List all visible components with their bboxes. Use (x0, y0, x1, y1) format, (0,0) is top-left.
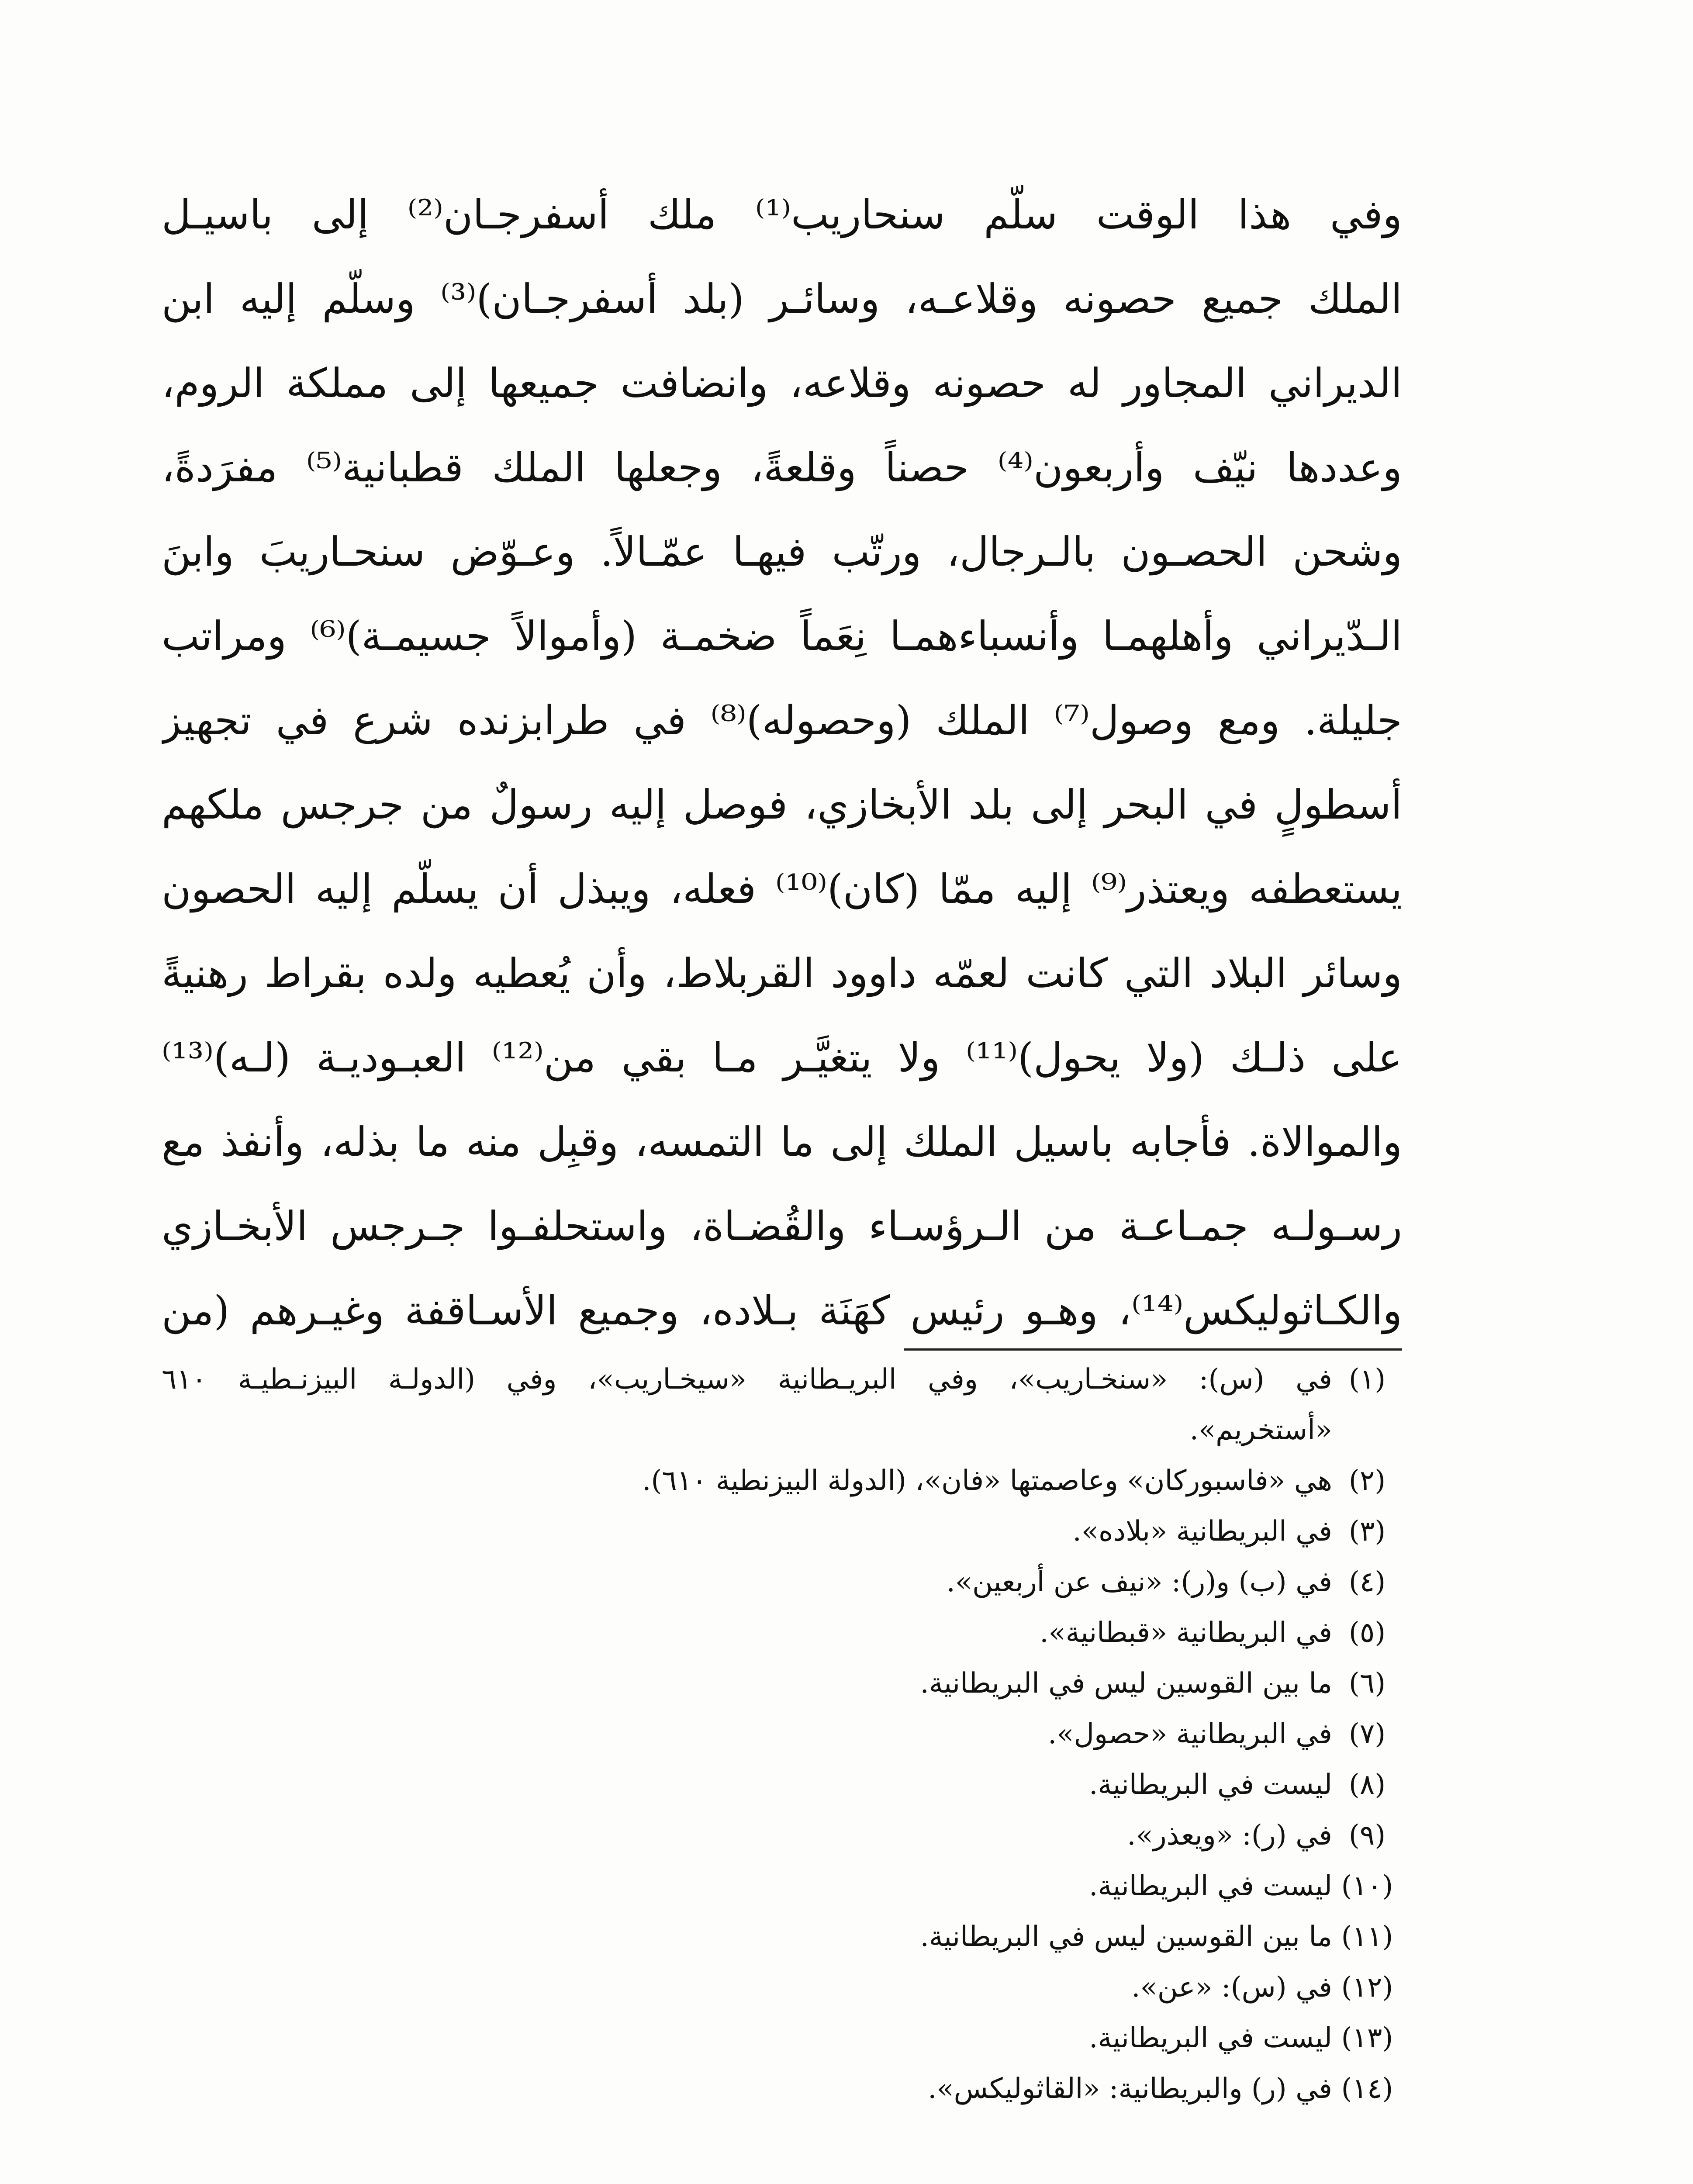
footnote-number: (١) (1348, 1363, 1386, 1396)
footnote-number: (٣) (1348, 1515, 1386, 1548)
text-line: الملك جميع حصونه وقلاعـه، وسائـر (بلد أسفرجـان)⁽³⁾ وسلّم إليه ابن (162, 276, 1402, 322)
text-line: وفي هذا الوقت سلّم سنحاريب⁽¹⁾ ملك أسفرجـان⁽²⁾ إلى باسيـل (162, 191, 1402, 238)
footnote-continuation: «أستخريم». (1189, 1414, 1332, 1446)
text-line: رسـولـه جمـاعـة من الـرؤسـاء والقُضـاة، واستحلفـوا جـرجس الأبخـازي (162, 1203, 1402, 1250)
main-text (162, 173, 1402, 1353)
footnote-item (162, 1810, 1402, 1861)
text-line: والكـاثوليكس⁽¹⁴⁾، وهـو رئيس كهَنَة بـلاده، وجميع الأسـاقفة وغيـرهم (من (162, 1287, 1402, 1334)
footnote-number: (١٢) (1341, 1971, 1393, 2004)
footnote-text: في (ر): «ويعذر». (1127, 1819, 1332, 1852)
footnote-text: ليست في البريطانية. (1089, 2022, 1332, 2054)
footnote-number: (٨) (1348, 1769, 1386, 1801)
text-line: أسطولٍ في البحر إلى بلد الأبخازي، فوصل إليه رسولٌ من جرجس ملكهم (162, 781, 1402, 828)
footnote-text: ما بين القوسين ليس في البريطانية. (920, 1921, 1332, 1953)
footnote-item (162, 1911, 1402, 1962)
footnote-number: (٥) (1348, 1617, 1386, 1649)
text-line: الديراني المجاور له حصونه وقلاعه، وانضافت جميعها إلى مملكة الروم، (162, 360, 1402, 407)
text-line: والموالاة. فأجابه باسيل الملك إلى ما التمسه، وقبِل منه ما بذله، وأنفذ مع (162, 1119, 1402, 1165)
footnote-item (162, 1455, 1402, 1506)
footnote-text: هي «فاسبوركان» وعاصمتها «فان»، (الدولة البيزنطية ٦١٠). (642, 1465, 1332, 1497)
text-line: وسائر البلاد التي كانت لعمّه داوود القربلاط، وأن يُعطيه ولده بقراط رهنيةً (162, 950, 1402, 997)
footnote-item (162, 2063, 1402, 2114)
text-line: يستعطفه ويعتذر⁽⁹⁾ إليه ممّا (كان)⁽¹⁰⁾ فعله، ويبذل أن يسلّم إليه الحصون (162, 866, 1402, 912)
footnote-number: (١٣) (1341, 2022, 1393, 2054)
text-line: جليلة. ومع وصول⁽⁷⁾ الملك (وحصوله)⁽⁸⁾ في طرابزنده شرع في تجهيز (162, 697, 1402, 744)
footnote-item (162, 1354, 1402, 1405)
text-line: وعددها نيّف وأربعون⁽⁴⁾ حصناً وقلعةً، وجعلها الملك قطبانية⁽⁵⁾ مفرَدةً، (162, 444, 1402, 491)
footnote-text: ما بين القوسين ليس في البريطانية. (920, 1667, 1332, 1700)
footnote-item (162, 1607, 1402, 1658)
footnote-item (162, 1861, 1402, 1911)
footnote-text: ليست في البريطانية. (1089, 1769, 1332, 1801)
footnote-divider (904, 1348, 1402, 1351)
footnote-text: ليست في البريطانية. (1089, 1870, 1332, 1902)
footnote-number: (٧) (1348, 1718, 1386, 1750)
footnote-number: (١٠) (1341, 1870, 1393, 1902)
footnote-text: في (س): «سنخـاريب»، وفي البريـطانية «سيخـاريب»، وفي (الدولـة البيزنـطيـة ٦١٠ (162, 1363, 1332, 1396)
footnote-text: في البريطانية «بلاده». (1072, 1515, 1332, 1548)
footnote-text: في (س): «عن». (1131, 1971, 1332, 2004)
footnote-item (162, 1506, 1402, 1557)
footnote-item (162, 1759, 1402, 1810)
footnote-number: (١١) (1341, 1921, 1393, 1953)
footnote-text: في البريطانية «حصول». (1047, 1718, 1332, 1750)
footnote-number: (١٤) (1341, 2073, 1393, 2105)
footnote-number: (٩) (1348, 1819, 1386, 1852)
text-line: وشحن الحصـون بالـرجال، ورتّب فيهـا عمّـالاً. وعـوّض سنحـاريبَ وابنَ (162, 529, 1402, 575)
footnote-number: (٤) (1348, 1566, 1386, 1598)
footnote-text: في (ر) والبريطانية: «القاثوليكس». (928, 2073, 1332, 2105)
footnote-text: في (ب) و(ر): «نيف عن أربعين». (946, 1566, 1332, 1598)
text-line: الـدّيراني وأهلهمـا وأنسباءهمـا نِعَماً ضخمـة (وأموالاً جسيمـة)⁽⁶⁾ ومراتب (162, 613, 1402, 660)
footnote-number: (٦) (1348, 1667, 1386, 1700)
footnote-item (162, 1658, 1402, 1709)
footnote-text: في البريطانية «قبطانية». (1040, 1617, 1332, 1649)
footnote-item (162, 1709, 1402, 1759)
footnotes (162, 1354, 1402, 2114)
footnote-item (162, 2013, 1402, 2063)
footnote-number: (٢) (1348, 1465, 1386, 1497)
footnote-item (162, 1962, 1402, 2013)
footnote-item (162, 1557, 1402, 1607)
text-line: على ذلـك (ولا يحول)⁽¹¹⁾ ولا يتغيَّـر مـا بقي من⁽¹²⁾ العبـوديـة (لـه)⁽¹³⁾ (162, 1034, 1402, 1081)
